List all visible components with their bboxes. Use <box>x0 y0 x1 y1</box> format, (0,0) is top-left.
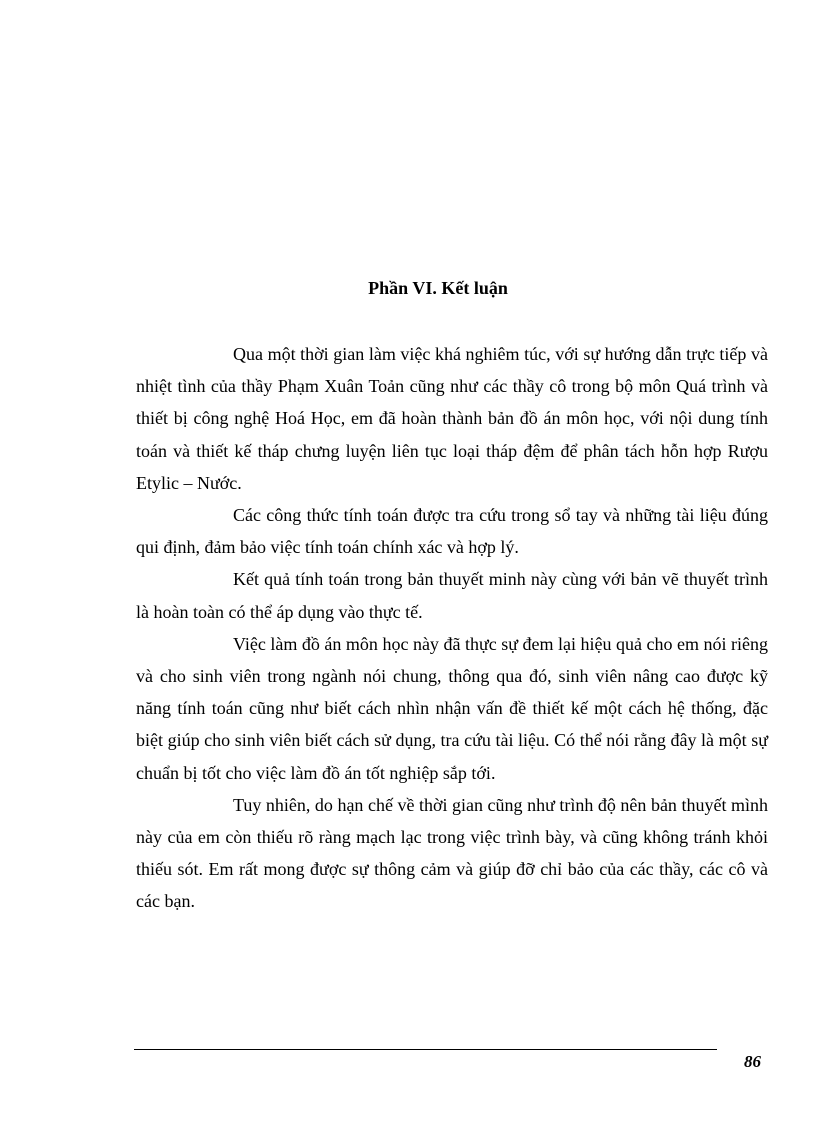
paragraph-1: Qua một thời gian làm việc khá nghiêm túc, với sự hướng dẫn trực tiếp và nhiệt tình của thầy Phạm Xuân Toản cũng như các thầy cô trong bộ môn Quá trình và thiết bị công nghệ Hoá Học, em đã hoàn thành bản đồ án môn học, với nội dung tính toán và thiết kế tháp chưng luyện liên tục loại tháp đệm để phân tách hỗn hợp Rượu Etylic – Nước. <box>136 344 768 493</box>
footer-divider <box>134 1049 717 1050</box>
paragraph-3: Kết quả tính toán trong bản thuyết minh này cùng với bản vẽ thuyết trình là hoàn toàn có thể áp dụng vào thực tế. <box>136 569 768 622</box>
page-number: 86 <box>744 1052 761 1071</box>
section-title: Phần VI. Kết luận <box>368 278 508 298</box>
paragraph-4: Việc làm đồ án môn học này đã thực sự đem lại hiệu quả cho em nói riêng và cho sinh viên trong ngành nói chung, thông qua đó, sinh viên nâng cao được kỹ năng tính toán cũng như biết cách nhìn nhận vấn đề thiết kế một cách hệ thống, đặc biệt giúp cho sinh viên biết cách sử dụng, tra cứu tài liệu. Có thể nói rằng đây là một sự chuẩn bị tốt cho việc làm đồ án tốt nghiệp sắp tới. <box>136 633 768 783</box>
paragraph-2: Các công thức tính toán được tra cứu trong sổ tay và những tài liệu đúng qui định, đảm bảo việc tính toán chính xác và hợp lý. <box>136 505 768 558</box>
paragraph-5: Tuy nhiên, do hạn chế về thời gian cũng như trình độ nên bản thuyết mình này của em còn thiếu rõ ràng mạch lạc trong việc trình bày, và cũng không tránh khỏi thiếu sót. Em rất mong được sự thông cảm và giúp đỡ chỉ bảo của các thầy, các cô và các bạn. <box>136 794 768 912</box>
conclusion-body <box>136 338 768 918</box>
